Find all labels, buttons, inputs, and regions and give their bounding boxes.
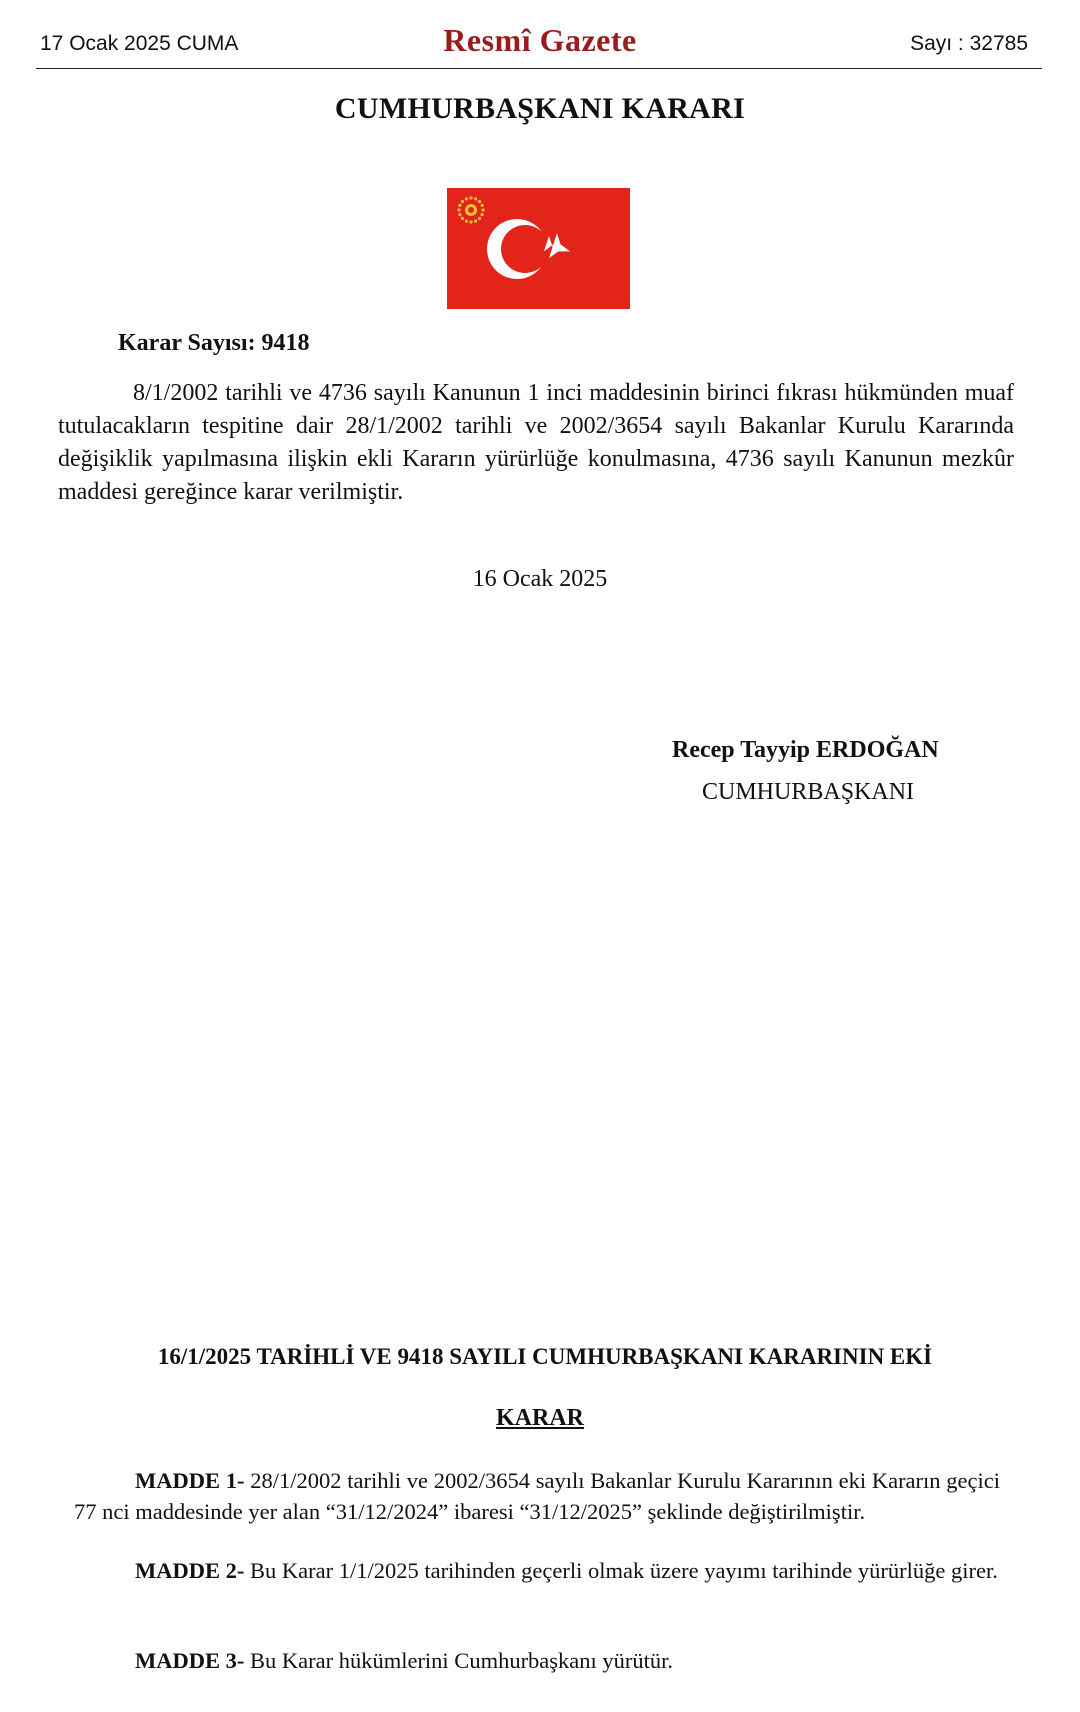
- article-2: [74, 1555, 1000, 1586]
- signer-name: Recep Tayyip ERDOĞAN: [672, 737, 939, 763]
- article-text: 28/1/2002 tarihli ve 2002/3654 sayılı Bakanlar Kurulu Kararının eki Kararın geçici 77 nci maddesinde yer alan “31/12/2024” ibaresi “31/12/2025” şeklinde değiştirilmiştir.: [74, 1468, 1000, 1524]
- turkish-flag-icon: [447, 188, 630, 309]
- article-label: MADDE 3-: [135, 1648, 245, 1673]
- issue-number: Sayı : 32785: [910, 32, 1028, 55]
- signer-title: CUMHURBAŞKANI: [702, 779, 915, 805]
- article-label: MADDE 2-: [135, 1558, 245, 1583]
- decision-date: 16 Ocak 2025: [472, 566, 608, 592]
- article-text: Bu Karar hükümlerini Cumhurbaşkanı yürütür.: [244, 1648, 674, 1673]
- decision-paragraph: 8/1/2002 tarihli ve 4736 sayılı Kanunun 1 inci maddesinin birinci fıkrası hükmünden muaf tutulacakların tespitine dair 28/1/2002 tarihli ve 2002/3654 sayılı Bakanlar Kurulu Kararında değişiklik yapılmasına ilişkin ekli Kararın yürürlüğe konulmasına, 4736 sayılı Kanunun mezkûr maddesi gereğince karar verilmiştir.: [58, 380, 1014, 505]
- article-1: [74, 1465, 1000, 1527]
- decision-body: [58, 377, 1014, 509]
- annex-title: KARAR: [496, 1405, 584, 1431]
- article-3: [74, 1645, 1000, 1676]
- publication-title: Resmî Gazete: [443, 22, 637, 58]
- annex-heading: 16/1/2025 TARİHLİ VE 9418 SAYILI CUMHURBAŞKANI KARARININ EKİ: [157, 1344, 933, 1369]
- article-text: Bu Karar 1/1/2025 tarihinden geçerli olmak üzere yayımı tarihinde yürürlüğe girer.: [244, 1558, 998, 1583]
- header-divider: [36, 68, 1042, 69]
- decision-number: Karar Sayısı: 9418: [118, 330, 310, 356]
- header-date: 17 Ocak 2025 CUMA: [40, 32, 239, 55]
- article-label: MADDE 1-: [135, 1468, 245, 1493]
- document-type-heading: CUMHURBAŞKANI KARARI: [334, 92, 746, 125]
